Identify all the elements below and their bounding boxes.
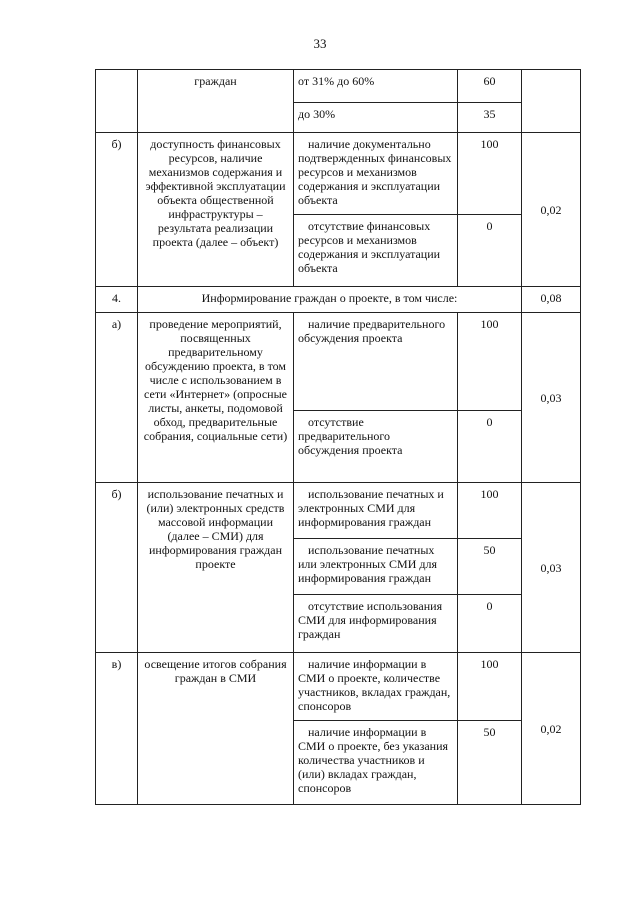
indicator-description: использование печатных и (или) электронных средств массовой информации (далее – СМИ) для информирования граждан проекте <box>138 483 294 653</box>
criterion-cell: до 30% <box>294 103 458 133</box>
criterion-cell: наличие документально подтвержденных финансовых ресурсов и механизмов содержания и эксплуатации объекта <box>294 133 458 215</box>
weight-cell: 0,08 <box>522 287 581 313</box>
page-number: 33 <box>313 36 327 51</box>
weight-cell: 0,02 <box>522 133 581 287</box>
table-row <box>96 133 581 215</box>
criterion-cell: от 31% до 60% <box>294 70 458 103</box>
criterion-cell: наличие предварительного обсуждения проекта <box>294 313 458 411</box>
item-letter: б) <box>96 133 138 287</box>
criteria-table <box>95 69 581 805</box>
score-cell: 100 <box>458 483 522 539</box>
weight-cell: 0,02 <box>522 653 581 805</box>
section-title: Информирование граждан о проекте, в том числе: <box>138 287 522 313</box>
criterion-cell: наличие информации в СМИ о проекте, без указания количества участников и (или) вкладах граждан, спонсоров <box>294 721 458 805</box>
item-letter: в) <box>96 653 138 805</box>
score-cell: 100 <box>458 133 522 215</box>
score-cell: 60 <box>458 70 522 103</box>
score-cell: 0 <box>458 411 522 483</box>
section-heading-row <box>96 287 581 313</box>
score-cell: 0 <box>458 595 522 653</box>
score-cell: 50 <box>458 721 522 805</box>
table-row <box>96 483 581 539</box>
item-letter: а) <box>96 313 138 483</box>
score-cell: 0 <box>458 215 522 287</box>
weight-cell: 0,03 <box>522 313 581 483</box>
indicator-description: проведение мероприятий, посвященных предварительному обсуждению проекта, в том числе с использованием в сети «Интернет» (опросные листы, анкеты, подомовой обход, предварительные собрания, социальные сети) <box>138 313 294 483</box>
item-letter: б) <box>96 483 138 653</box>
score-cell: 100 <box>458 653 522 721</box>
indicator-description: освещение итогов собрания граждан в СМИ <box>138 653 294 805</box>
indicator-description: граждан <box>138 70 294 133</box>
weight-cell: 0,03 <box>522 483 581 653</box>
section-number: 4. <box>96 287 138 313</box>
row-number-cell <box>96 70 138 133</box>
table-row <box>96 313 581 411</box>
indicator-description: доступность финансовых ресурсов, наличие механизмов содержания и эффективной эксплуатации объекта общественной инфраструктуры – результата реализации проекта (далее – объект) <box>138 133 294 287</box>
criterion-cell: наличие информации в СМИ о проекте, количестве участников, вкладах граждан, спонсоров <box>294 653 458 721</box>
criterion-cell: отсутствие предварительного обсуждения проекта <box>294 411 458 483</box>
table-row <box>96 70 581 103</box>
score-cell: 35 <box>458 103 522 133</box>
score-cell: 100 <box>458 313 522 411</box>
criterion-cell: использование печатных и электронных СМИ для информирования граждан <box>294 483 458 539</box>
criterion-cell: отсутствие использования СМИ для информирования граждан <box>294 595 458 653</box>
table-row <box>96 653 581 721</box>
criterion-cell: использование печатных или электронных СМИ для информирования граждан <box>294 539 458 595</box>
criterion-cell: отсутствие финансовых ресурсов и механизмов содержания и эксплуатации объекта <box>294 215 458 287</box>
weight-cell <box>522 70 581 133</box>
score-cell: 50 <box>458 539 522 595</box>
